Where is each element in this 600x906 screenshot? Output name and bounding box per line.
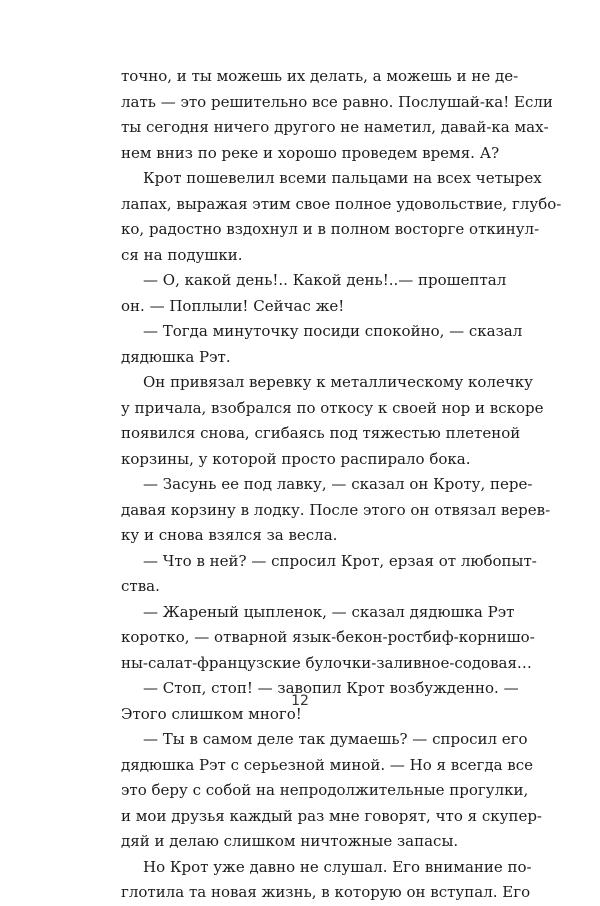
- text-line: Этого слишком много!: [121, 704, 302, 723]
- text-line: лапах, выражая этим свое полное удовольствие, глубо-: [121, 194, 562, 213]
- text-line: дяй и делаю слишком ничтожные запасы.: [121, 832, 459, 850]
- text-line: ны-салат-французские булочки-заливное-содовая…: [121, 653, 532, 672]
- text-line: давая корзину в лодку. После этого он отвязал верев-: [121, 500, 551, 519]
- text-line: дядюшка Рэт с серьезной миной. — Но я всегда все: [121, 755, 534, 774]
- page-number: 12: [291, 693, 309, 709]
- text-line: ся на подушки.: [121, 245, 243, 264]
- text-line: он. — Поплыли! Сейчас же!: [121, 296, 345, 315]
- text-line: Но Крот уже давно не слушал. Его внимание по-: [143, 857, 532, 876]
- text-line: нем вниз по реке и хорошо проведем время. А?: [121, 143, 500, 162]
- text-line: точно, и ты можешь их делать, а можешь и не де-: [121, 67, 519, 85]
- text-line: коротко, — отварной язык-бекон-ростбиф-корнишо-: [121, 628, 535, 646]
- text-line: лать — это решительно все равно. Послушай-ка! Если: [121, 92, 553, 111]
- text-line: — Стоп, стоп! — завопил Крот возбужденно. —: [143, 679, 519, 697]
- text-line: ко, радостно вздохнул и в полном восторге откинул-: [121, 220, 540, 238]
- text-line: Крот пошевелил всеми пальцами на всех четырех: [143, 169, 542, 187]
- text-line: ку и снова взялся за весла.: [121, 526, 338, 544]
- text-line: ства.: [121, 577, 160, 595]
- text-line: появился снова, сгибаясь под тяжестью плетеной: [121, 424, 521, 442]
- text-line: — Ты в самом деле так думаешь? — спросил его: [143, 730, 528, 748]
- text-line: Он привязал веревку к металлическому колечку: [143, 373, 533, 391]
- text-line: ты сегодня ничего другого не наметил, давай-ка мах-: [121, 118, 549, 136]
- text-line: — Жареный цыпленок, — сказал дядюшка Рэт: [143, 602, 515, 621]
- text-line: — Тогда минуточку посиди спокойно, — сказал: [143, 322, 523, 340]
- text-line: и мои друзья каждый раз мне говорят, что я скупер-: [121, 806, 542, 825]
- text-line: это беру с собой на непродолжительные прогулки,: [121, 781, 529, 799]
- text-line: — Что в ней? — спросил Крот, ерзая от любопыт-: [143, 551, 537, 570]
- page-body-text: [121, 64, 562, 906]
- text-line: у причала, взобрался по откосу к своей нор и вскоре: [121, 398, 544, 417]
- text-line: корзины, у которой просто распирало бока.: [121, 449, 471, 468]
- text-line: — Засунь ее под лавку, — сказал он Кроту, пере-: [143, 475, 533, 493]
- text-line: дядюшка Рэт.: [121, 347, 231, 366]
- text-line: — О, какой день!.. Какой день!..— прошептал: [143, 271, 507, 289]
- text-line: глотила та новая жизнь, в которую он вступал. Его: [121, 883, 531, 901]
